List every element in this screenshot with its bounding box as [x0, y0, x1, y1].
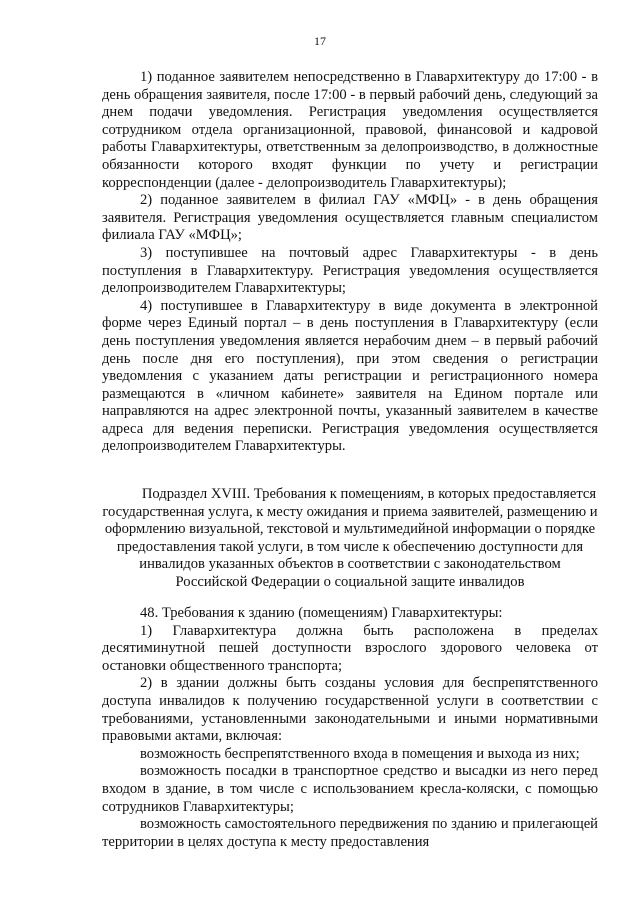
paragraph-item-1: 1) поданное заявителем непосредственно в Главархитектуру до 17:00 - в день обращения заявителя, после 17:00 - в первый рабочий день, следующий за днем подачи уведомления. Регистрация уведомления осуществляется сотрудником отдела организационной, правовой, финансовой и кадровой работы Главархитектуры, ответственным за делопроизводство, в должностные обязанности которого входят функции по учету и регистрации корреспонденции (далее - делопроизводитель Главархитектуры); [102, 69, 598, 191]
page-number: 17 [314, 34, 326, 48]
paragraph-item-2: 2) поданное заявителем в филиал ГАУ «МФЦ» - в день обращения заявителя. Регистрация уведомления осуществляется главным специалистом филиала ГАУ «МФЦ»; [102, 192, 598, 244]
clause-48-title: 48. Требования к зданию (помещениям) Главархитектуры: [140, 605, 503, 621]
requirements-section [102, 605, 598, 851]
paragraph-item-3: 3) поступившее на почтовый адрес Главархитектуры - в день поступления в Главархитектуру. Регистрация уведомления осуществляется делопроизводителем Главархитектуры; [102, 244, 598, 297]
requirement-item-1: 1) Главархитектура должна быть расположена в пределах десятиминутной пешей доступности взрослого здорового человека от остановки общественного транспорта; [102, 622, 598, 674]
requirement-item-2: 2) в здании должны быть созданы условия для беспрепятственного доступа инвалидов к получению государственной услуги в соответствии с требованиями, установленными законодательными и иными нормативными правовыми актами, включая: [102, 675, 598, 745]
requirement-subitem-boarding: возможность посадки в транспортное средство и высадки из него перед входом в здание, в том числе с использованием кресла-коляски, с помощью сотрудников Главархитектуры; [102, 763, 598, 815]
subsection-heading: Подраздел XVIII. Требования к помещениям, в которых предоставляется государственная услуга, к месту ожидания и приема заявителей, размещению и оформлению визуальной, текстовой и мультимедийной информации о порядке предоставления такой услуги, в том числе к обеспечению доступности для инвалидов указанных объектов в соответствии с законодательством Российской Федерации о социальной защите инвалидов [102, 486, 598, 590]
requirement-subitem-movement: возможность самостоятельного передвижения по зданию и прилегающей территории в целях доступа к месту предоставления [102, 816, 598, 850]
registration-list [102, 69, 598, 456]
requirement-subitem-entry: возможность беспрепятственного входа в помещения и выхода из них; [140, 745, 580, 762]
paragraph-item-4: 4) поступившее в Главархитектуру в виде документа в электронной форме через Единый портал – в день поступления в Главархитектуру (если день поступления уведомления является нерабочим днем – в первый рабочий день после дня его поступления), при этом сведения о регистрации уведомления с указанием даты регистрации и регистрационного номера размещаются в «личном кабинете» заявителя на Едином портале или направляются на адрес электронной почты, указанный заявителем в качестве адреса для ведения переписки. Регистрация уведомления осуществляется делопроизводителем Главархитектуры. [102, 297, 598, 455]
